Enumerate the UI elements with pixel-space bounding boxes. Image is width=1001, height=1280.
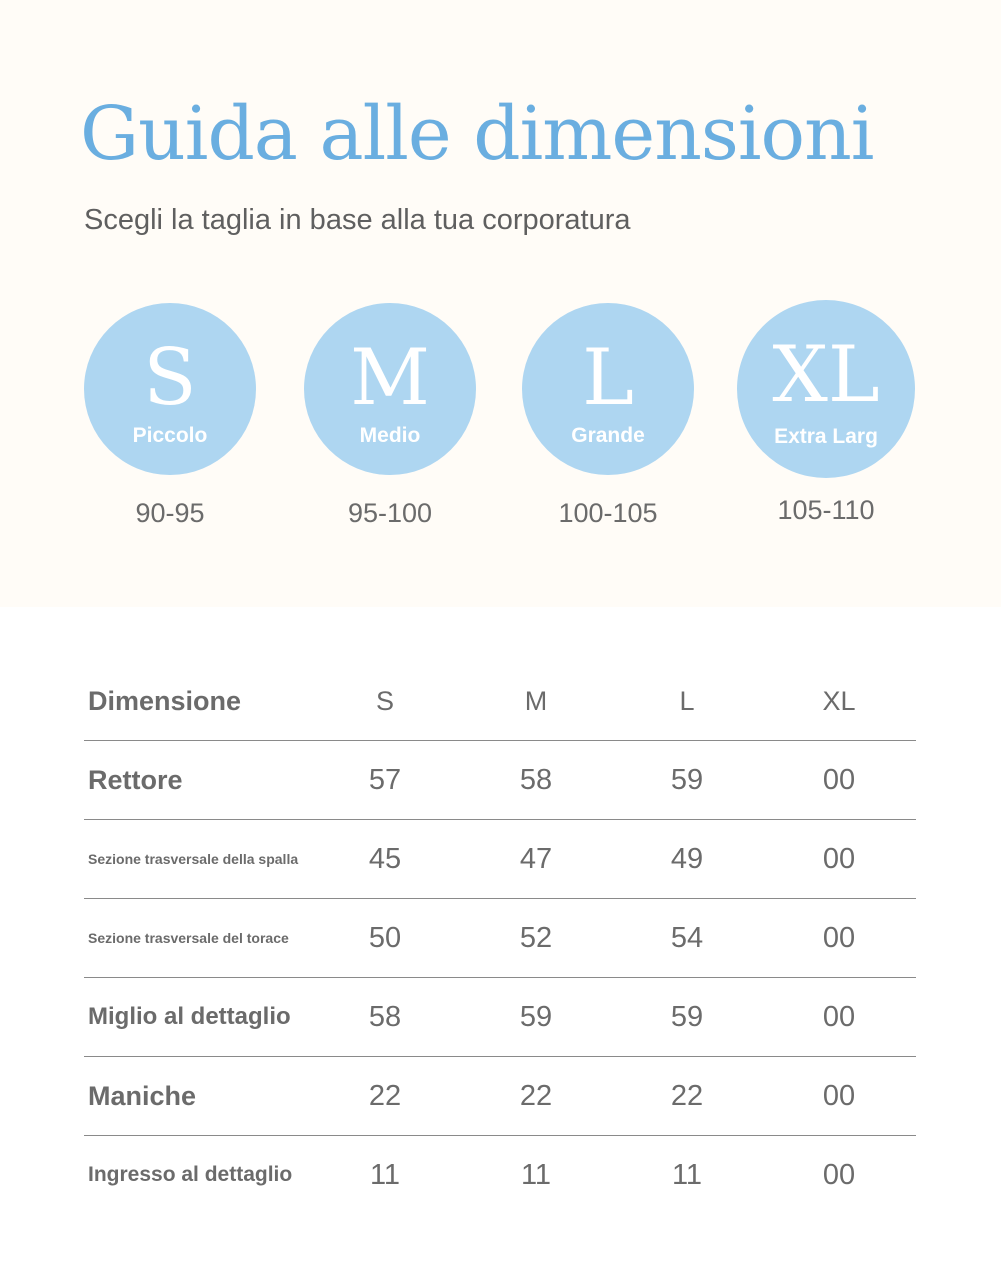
table-row bbox=[84, 978, 916, 1057]
table-row bbox=[84, 741, 916, 820]
size-range: 105-110 bbox=[777, 495, 875, 525]
size-card-l bbox=[518, 303, 698, 531]
table-cell: 58 bbox=[519, 764, 553, 796]
size-circle bbox=[84, 303, 256, 475]
size-range: 90-95 bbox=[135, 498, 205, 528]
page-subtitle: Scegli la taglia in base alla tua corporatura bbox=[84, 204, 631, 236]
column-header: S bbox=[375, 686, 394, 716]
table-cell: 11 bbox=[369, 1159, 401, 1191]
table-cell: 00 bbox=[822, 922, 856, 954]
table-cell: 49 bbox=[670, 843, 704, 875]
table-cell: 00 bbox=[822, 764, 856, 796]
table-cell: 22 bbox=[519, 1080, 553, 1112]
measurement-name: Sezione trasversale della spalla bbox=[88, 851, 299, 867]
table-cell: 59 bbox=[670, 764, 704, 796]
table-row bbox=[84, 899, 916, 978]
table-cell: 00 bbox=[822, 1159, 856, 1191]
size-table bbox=[84, 662, 916, 1214]
size-letter: XL bbox=[772, 330, 880, 420]
size-circle bbox=[737, 300, 915, 478]
size-card-s bbox=[80, 303, 260, 531]
table-cell: 50 bbox=[368, 922, 402, 954]
size-range: 100-105 bbox=[558, 498, 658, 528]
size-label: Extra Larg bbox=[774, 425, 878, 448]
table-cell: 45 bbox=[368, 843, 402, 875]
table-cell: 00 bbox=[822, 1080, 856, 1112]
size-card-xl bbox=[736, 300, 916, 528]
table-row bbox=[84, 820, 916, 899]
measurement-name: Sezione trasversale del torace bbox=[88, 930, 289, 946]
table-cell: 22 bbox=[670, 1080, 704, 1112]
hero-section bbox=[0, 0, 1001, 607]
table-cell: 11 bbox=[671, 1159, 703, 1191]
size-label: Grande bbox=[571, 424, 645, 447]
measurement-name: Miglio al dettaglio bbox=[88, 1003, 291, 1030]
size-letter: L bbox=[582, 333, 634, 423]
table-cell: 11 bbox=[520, 1159, 552, 1191]
table-row bbox=[84, 1136, 916, 1214]
column-header: Dimensione bbox=[88, 686, 242, 716]
table-cell: 59 bbox=[519, 1001, 553, 1033]
table-cell: 57 bbox=[368, 764, 402, 796]
column-header: XL bbox=[822, 686, 856, 716]
table-header-row bbox=[84, 662, 916, 741]
column-header: M bbox=[524, 686, 548, 716]
measurement-name: Ingresso al dettaglio bbox=[88, 1163, 293, 1186]
size-label: Piccolo bbox=[132, 424, 208, 447]
size-range: 95-100 bbox=[347, 498, 433, 528]
table-cell: 58 bbox=[368, 1001, 402, 1033]
measurement-name: Rettore bbox=[88, 765, 183, 795]
table-cell: 52 bbox=[519, 922, 553, 954]
size-letter: S bbox=[143, 333, 197, 423]
table-cell: 59 bbox=[670, 1001, 704, 1033]
table-row bbox=[84, 1057, 916, 1136]
size-letter: M bbox=[350, 333, 430, 423]
size-circle bbox=[522, 303, 694, 475]
size-circle bbox=[304, 303, 476, 475]
size-card-m bbox=[300, 303, 480, 531]
column-header: L bbox=[679, 686, 695, 716]
table-cell: 47 bbox=[519, 843, 553, 875]
table-cell: 00 bbox=[822, 1001, 856, 1033]
page-title: Guida alle dimensioni bbox=[80, 91, 874, 177]
table-cell: 54 bbox=[670, 922, 704, 954]
size-label: Medio bbox=[359, 424, 421, 447]
table-cell: 00 bbox=[822, 843, 856, 875]
measurement-name: Maniche bbox=[88, 1081, 197, 1111]
table-cell: 22 bbox=[368, 1080, 402, 1112]
